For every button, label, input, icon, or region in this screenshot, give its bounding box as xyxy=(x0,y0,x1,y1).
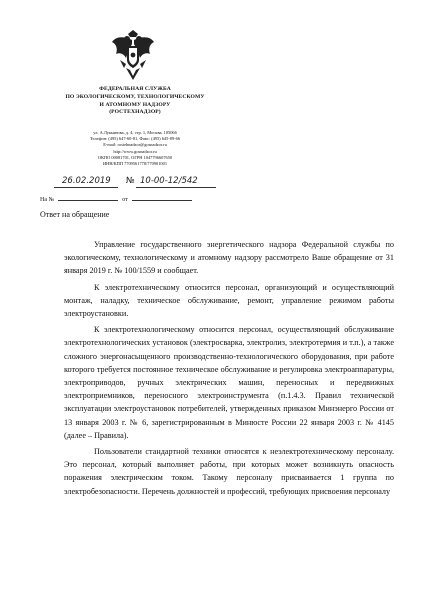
email-line: E-mail: rostehnadzor@gosnadzor.ru xyxy=(103,142,167,148)
agency-name-block xyxy=(40,86,230,117)
paragraph: К электротехнологическому относится персонал, осуществляющий обслуживание электротехнологических установок (электросварка, электролиз, электротермия и т.п.), а также сложного энергонасыщенного производственно-технологического оборудования, при работе которого требуется постоянное техническое обслуживание и регулировка электроаппаратуры, электроприводов, ручных электрических машин, переносных и передвижных электроприемников, переносного электроинструмента (п.1.4.3. Правил технической эксплуатации электроустановок потребителей, утвержденных приказом Минэнерго России от 13 января 2003 г. № 6, зарегистрированным в Минюсте России 22 января 2003 г. № 4145 (далее – Правила). xyxy=(64,325,394,440)
letter-body xyxy=(64,238,394,500)
date-underline xyxy=(54,187,118,188)
coat-of-arms-emblem xyxy=(110,30,156,82)
registration-number: 10-00-12/542 xyxy=(140,176,198,186)
inn-line: ИНН/КПП 7709561778/770901001 xyxy=(102,161,168,167)
registration-date: 26.02.2019 xyxy=(62,176,111,186)
reference-row xyxy=(40,194,196,203)
paragraph: К электротехническому относится персонал, организующий и осуществляющий монтаж, наладку, техническое обслуживание, ремонт, управление режимом работы электроустановки. xyxy=(64,282,394,319)
okpo-line: ОКПО 00081701, ОГРН 1047796607650 xyxy=(97,154,173,160)
subject-line: Ответ на обращение xyxy=(40,210,110,219)
ot-blank-line xyxy=(132,194,192,201)
agency-line: ФЕДЕРАЛЬНАЯ СЛУЖБА xyxy=(99,86,171,92)
agency-line: ПО ЭКОЛОГИЧЕСКОМУ, ТЕХНОЛОГИЧЕСКОМУ xyxy=(65,93,205,100)
registration-date-number xyxy=(44,174,234,190)
paragraph: Управление государственного энергетического надзора Федеральной службы по экологическому, технологическому и атомному надзору рассмотрело Ваше обращение от 31 января 2019 г. № 100/1559 и сообщает. xyxy=(64,240,394,276)
ot-label: от xyxy=(122,197,128,203)
agency-line: И АТОМНОМУ НАДЗОРУ xyxy=(99,101,171,108)
paragraph: Пользователи стандартной техники относятся к неэлектротехническому персоналу. Это персонал, который выполняет работы, при которых может возникнуть опасность поражения электрическим током. Такому персоналу присваивается 1 группа по электробезопасности. Перечень должностей и профессий, требующих присвоения персоналу xyxy=(64,447,394,496)
website-line: http://www.gosnadzor.ru xyxy=(113,148,157,154)
phone-line: Телефон: (495) 647-60-81, Факс: (495) 645-89-66 xyxy=(89,136,181,142)
agency-line: (РОСТЕХНАДЗОР) xyxy=(109,109,161,116)
number-sign: № xyxy=(126,176,135,186)
na-blank-line xyxy=(58,194,118,201)
number-underline xyxy=(136,187,216,188)
agency-contacts xyxy=(40,130,230,167)
na-label: На № xyxy=(40,197,55,203)
address-line: ул. А.Лукьянова, д. 4, стр. 1, Москва, 105066 xyxy=(93,130,177,135)
